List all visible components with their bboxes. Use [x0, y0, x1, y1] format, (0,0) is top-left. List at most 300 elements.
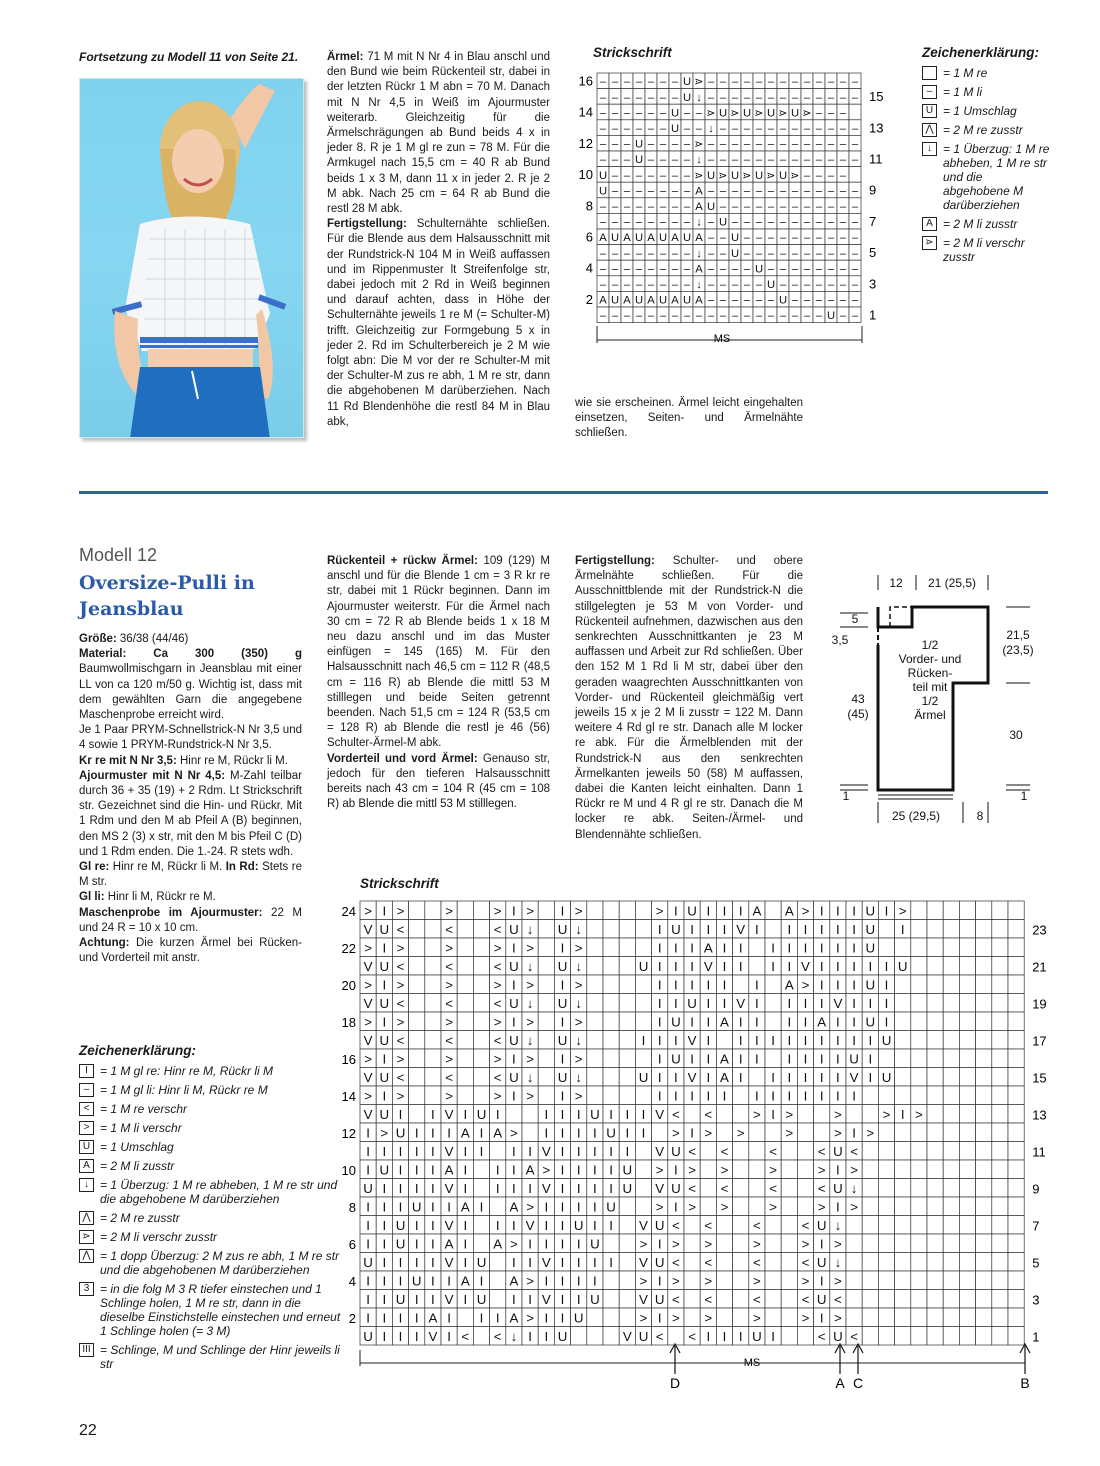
chart-symbol: > [753, 1310, 761, 1326]
chart-symbol: I [366, 1310, 370, 1326]
chart-symbol: V [428, 1328, 438, 1344]
top-legend [922, 66, 1052, 269]
chart-cell [603, 1049, 619, 1068]
chart-symbol: I [431, 1199, 435, 1215]
chart-symbol: – [719, 154, 727, 167]
chart-symbol: – [683, 278, 691, 291]
chart-symbol: < [817, 1180, 826, 1196]
chart-symbol: ⋗ [742, 169, 752, 182]
chart-symbol: U [687, 995, 697, 1011]
chart-symbol: – [755, 122, 763, 135]
chart-symbol: I [609, 1106, 613, 1122]
row-label: 21 [1032, 959, 1047, 975]
chart-cell [911, 1308, 927, 1327]
chart-cell [781, 1234, 797, 1253]
chart-cell [943, 1253, 959, 1272]
chart-symbol: < [753, 1254, 761, 1270]
chart-symbol: I [366, 1162, 370, 1178]
legend-symbol-icon: III [79, 1343, 94, 1357]
chart-symbol: I [366, 1236, 370, 1252]
chart-cell [409, 1068, 425, 1087]
chart-symbol: I [900, 1106, 905, 1122]
chart-symbol: > [493, 1014, 502, 1030]
chart-symbol: – [743, 232, 751, 245]
chart-cell [959, 938, 975, 957]
chart-cell [587, 1086, 603, 1105]
chart-cell [409, 1031, 425, 1050]
chart-symbol: I [512, 1180, 516, 1196]
chart-symbol: ↓ [526, 1032, 534, 1048]
chart-symbol: – [839, 76, 847, 89]
chart-symbol: < [688, 1328, 696, 1344]
row-label: 9 [869, 182, 877, 198]
chart-symbol: – [803, 263, 811, 276]
chart-symbol: > [817, 1162, 826, 1178]
chart-symbol: I [512, 1217, 516, 1233]
bottom-legend-item [79, 1064, 341, 1078]
chart-symbol: > [655, 1199, 664, 1215]
chart-cell [425, 1086, 441, 1105]
chart-symbol: > [445, 977, 453, 993]
legend-symbol-icon: A [922, 217, 937, 231]
chart-symbol: I [706, 995, 711, 1011]
chart-cell [927, 920, 943, 939]
row-label: 3 [869, 276, 877, 292]
chart-symbol: U [778, 169, 788, 182]
chart-symbol: I [690, 1088, 694, 1104]
chart-symbol: I [852, 1014, 856, 1030]
chart-cell [409, 1049, 425, 1068]
chart-cell [425, 957, 441, 976]
chart-symbol: A [784, 977, 794, 993]
chart-cell [927, 1271, 943, 1290]
chart-cell [781, 1253, 797, 1272]
chart-symbol: U [790, 107, 800, 120]
schematic-center-label: Vorder- und [898, 652, 962, 666]
chart-symbol: U [363, 1180, 373, 1196]
chart-cell [814, 1105, 830, 1124]
chart-symbol: I [609, 1217, 613, 1233]
chart-cell [911, 1216, 927, 1235]
legend-symbol-icon: – [922, 85, 937, 99]
chart-symbol: I [512, 1291, 516, 1307]
row-label: 8 [585, 198, 593, 214]
legend-symbol-icon: – [79, 1083, 94, 1097]
chart-symbol: – [791, 263, 799, 276]
chart-symbol: – [611, 76, 619, 89]
chart-symbol: I [382, 1088, 387, 1104]
chart-cell [716, 1031, 732, 1050]
chart-symbol: U [671, 1180, 681, 1196]
chart-symbol: I [852, 940, 856, 956]
chart-symbol: I [576, 1143, 581, 1159]
chart-cell [992, 1308, 1008, 1327]
chart-symbol: I [722, 903, 727, 919]
chart-cell [1008, 1160, 1024, 1179]
chart-symbol: I [479, 1310, 484, 1326]
chart-symbol: U [379, 958, 390, 974]
chart-symbol: – [827, 247, 835, 260]
legend-text: = 1 M re [943, 66, 988, 80]
chart-symbol: – [671, 169, 679, 182]
svg-text:3,5: 3,5 [831, 633, 849, 647]
chart-symbol: A [695, 232, 703, 245]
chart-cell [409, 975, 425, 994]
chart-symbol: I [560, 1310, 565, 1326]
chart-cell [846, 1271, 862, 1290]
chart-symbol: – [719, 278, 727, 291]
chart-symbol: I [836, 1014, 840, 1030]
chart-symbol: I [512, 903, 516, 919]
chart-symbol: > [526, 1014, 534, 1030]
chart-cell [943, 1049, 959, 1068]
chart-cell [959, 1327, 975, 1346]
chart-symbol: – [839, 107, 847, 120]
chart-symbol: – [611, 310, 619, 323]
chart-symbol: – [719, 200, 727, 213]
chart-symbol: > [445, 1088, 453, 1104]
chart-symbol: I [803, 921, 808, 937]
chart-cell [878, 938, 894, 957]
chart-symbol: > [493, 903, 502, 919]
chart-cell [781, 1327, 797, 1346]
chart-cell [619, 1049, 635, 1068]
chart-cell [959, 1086, 975, 1105]
chart-cell [522, 1123, 538, 1142]
chart-cell [911, 1234, 927, 1253]
chart-symbol: U [658, 294, 668, 307]
chart-symbol: – [815, 169, 823, 182]
chart-symbol: I [803, 1014, 808, 1030]
chart-symbol: I [771, 1328, 775, 1344]
chart-symbol: I [674, 958, 678, 974]
chart-cell [635, 1049, 651, 1068]
chart-cell [959, 1290, 975, 1309]
chart-cell [765, 1271, 781, 1290]
chart-symbol: – [767, 122, 775, 135]
chart-cell [927, 1142, 943, 1161]
chart-symbol: I [593, 1180, 597, 1196]
chart-symbol: – [731, 185, 739, 198]
chart-symbol: – [779, 185, 787, 198]
chart-symbol: A [720, 1051, 729, 1067]
chart-symbol: U [816, 1254, 827, 1270]
chart-cell [911, 1160, 927, 1179]
chart-symbol: – [743, 138, 751, 151]
chart-cell [749, 1160, 765, 1179]
chart-symbol: > [445, 1014, 453, 1030]
chart-symbol: – [659, 216, 667, 229]
chart-symbol: ↓ [696, 216, 702, 229]
chart-symbol: – [815, 294, 823, 307]
chart-symbol: – [671, 200, 679, 213]
legend-symbol-icon: ⋗ [79, 1230, 94, 1244]
chart-symbol: I [431, 1236, 435, 1252]
chart-cell [992, 1271, 1008, 1290]
section-divider [79, 491, 1048, 494]
chart-symbol: – [827, 232, 835, 245]
chart-cell [603, 1290, 619, 1309]
chart-symbol: – [599, 310, 607, 323]
chart-cell [765, 1234, 781, 1253]
chart-cell [1008, 975, 1024, 994]
chart-symbol: – [671, 76, 679, 89]
legend-symbol-icon: ⋗ [922, 236, 937, 250]
chart-cell [895, 1308, 911, 1327]
chart-cell [911, 901, 927, 920]
chart-symbol: > [445, 903, 453, 919]
chart-symbol: – [815, 91, 823, 104]
chart-symbol: – [743, 294, 751, 307]
chart-cell [781, 1142, 797, 1161]
chart-symbol: I [771, 1069, 775, 1085]
chart-symbol: – [839, 185, 847, 198]
chart-symbol: – [827, 169, 835, 182]
chart-symbol: – [803, 232, 811, 245]
legend-symbol-icon: ↓ [79, 1178, 94, 1192]
chart-symbol: I [576, 1254, 581, 1270]
chart-symbol: – [719, 91, 727, 104]
chart-symbol: A [460, 1199, 470, 1215]
chart-symbol: I [398, 1199, 403, 1215]
chart-symbol: A [509, 1199, 519, 1215]
chart-symbol: I [819, 1310, 824, 1326]
chart-symbol: < [445, 921, 453, 937]
chart-cell [619, 920, 635, 939]
row-label: 23 [1032, 922, 1047, 938]
chart-symbol: – [755, 310, 763, 323]
chart-symbol: – [791, 76, 799, 89]
top-legend-item [922, 104, 1052, 118]
row-label: 15 [1032, 1070, 1047, 1086]
chart-symbol: I [657, 1069, 662, 1085]
chart-cell [976, 1197, 992, 1216]
chart-cell [781, 1179, 797, 1198]
row-label: 11 [869, 151, 883, 167]
chart-symbol: I [560, 1291, 565, 1307]
chart-cell [506, 1105, 522, 1124]
chart-symbol: I [722, 1088, 727, 1104]
chart-symbol: I [674, 940, 678, 956]
chart-symbol: ⋗ [730, 107, 740, 120]
chart-cell [992, 1179, 1008, 1198]
chart-symbol: – [767, 91, 775, 104]
chart-symbol: – [755, 91, 763, 104]
chart-symbol: I [479, 1199, 484, 1215]
chart-cell [619, 1197, 635, 1216]
chart-symbol: U [379, 1032, 390, 1048]
chart-cell [943, 1290, 959, 1309]
chart-cell [846, 1216, 862, 1235]
chart-cell [959, 1234, 975, 1253]
chart-symbol: I [560, 940, 565, 956]
chart-cell [425, 920, 441, 939]
chart-symbol: – [755, 76, 763, 89]
chart-symbol: A [623, 294, 631, 307]
chart-cell [765, 994, 781, 1013]
chart-symbol: > [526, 977, 534, 993]
chart-symbol: > [364, 903, 372, 919]
chart-symbol: U [670, 107, 680, 120]
chart-cell [425, 975, 441, 994]
chart-symbol: – [695, 122, 703, 135]
chart-cell [473, 957, 489, 976]
chart-symbol: – [659, 263, 667, 276]
chart-symbol: I [787, 1032, 792, 1048]
chart-symbol: – [779, 200, 787, 213]
schematic-center-label: Ärmel [914, 708, 946, 722]
chart-symbol: V [736, 995, 746, 1011]
bottom-legend-item [79, 1083, 341, 1097]
chart-symbol: – [791, 310, 799, 323]
chart-symbol: – [707, 263, 715, 276]
chart-symbol: U [395, 1291, 406, 1307]
legend-text: = 2 M li verschr zusstr [100, 1230, 218, 1244]
chart-cell [878, 1216, 894, 1235]
chart-cell [959, 901, 975, 920]
chart-symbol: – [815, 247, 823, 260]
chart-symbol: – [611, 200, 619, 213]
legend-text: = 2 M li verschr zusstr [943, 236, 1025, 264]
chart-symbol: – [767, 247, 775, 260]
bottom-legend-item [79, 1159, 341, 1173]
chart-symbol: – [659, 154, 667, 167]
legend-symbol-icon: 3 [79, 1282, 94, 1296]
chart-symbol: I [382, 1217, 387, 1233]
chart-cell [603, 901, 619, 920]
chart-symbol: – [671, 91, 679, 104]
chart-symbol: V [444, 1254, 454, 1270]
chart-symbol: > [574, 1014, 583, 1030]
chart-cell [635, 1179, 651, 1198]
chart-cell [587, 901, 603, 920]
chart-symbol: I [414, 1254, 419, 1270]
svg-text:5: 5 [851, 612, 859, 626]
chart-symbol: – [803, 185, 811, 198]
chart-symbol: I [803, 1069, 808, 1085]
chart-cell [943, 957, 959, 976]
chart-symbol: – [635, 263, 643, 276]
chart-cell [765, 1216, 781, 1235]
chart-cell [895, 1290, 911, 1309]
chart-symbol: – [815, 263, 823, 276]
chart-symbol: – [647, 216, 655, 229]
chart-symbol: U [509, 921, 519, 937]
chart-cell [603, 1308, 619, 1327]
chart-symbol: U [379, 995, 390, 1011]
chart-symbol: U [742, 107, 752, 120]
chart-symbol: A [509, 1273, 519, 1289]
chart-symbol: – [707, 278, 715, 291]
chart-symbol: < [753, 1291, 761, 1307]
chart-symbol: – [659, 91, 667, 104]
chart-cell [862, 1327, 878, 1346]
chart-symbol: – [839, 122, 847, 135]
chart-symbol: U [590, 1106, 600, 1122]
chart-symbol: > [720, 1162, 729, 1178]
chart-symbol: > [688, 1199, 696, 1215]
chart-symbol: I [884, 995, 889, 1011]
chart-symbol: – [695, 310, 703, 323]
chart-cell [911, 1012, 927, 1031]
chart-symbol: I [690, 977, 694, 993]
chart-cell [749, 1142, 765, 1161]
row-label: 3 [1032, 1292, 1040, 1308]
chart-symbol: ⋗ [754, 107, 764, 120]
chart-cell [635, 1197, 651, 1216]
chart-symbol: I [512, 1014, 516, 1030]
chart-symbol: I [641, 1106, 646, 1122]
chart-cell [733, 1234, 749, 1253]
chart-cell [603, 1012, 619, 1031]
chart-cell [587, 1068, 603, 1087]
chart-symbol: – [803, 247, 811, 260]
chart-cell [457, 1049, 473, 1068]
chart-cell [862, 1105, 878, 1124]
chart-symbol: – [851, 247, 859, 260]
chart-symbol: – [635, 76, 643, 89]
chart-symbol: U [833, 1180, 843, 1196]
chart-cell [409, 957, 425, 976]
chart-cell [976, 901, 992, 920]
chart-symbol: – [731, 122, 739, 135]
chart-symbol: – [623, 107, 631, 120]
legend-text: = 1 M li [943, 85, 983, 99]
chart-symbol: ↓ [575, 1032, 583, 1048]
top-chart-title: Strickschrift [593, 45, 672, 60]
chart-symbol: I [868, 958, 873, 974]
chart-symbol: V [687, 1032, 697, 1048]
chart-cell [911, 1142, 927, 1161]
chart-symbol: I [657, 921, 662, 937]
chart-symbol: – [659, 185, 667, 198]
chart-symbol: – [659, 169, 667, 182]
chart-cell [716, 1253, 732, 1272]
top-legend-item [922, 66, 1052, 80]
chart-symbol: > [672, 1125, 680, 1141]
legend-text: = 2 M li zusstr [100, 1159, 175, 1173]
chart-symbol: U [826, 310, 836, 323]
chart-cell [976, 1271, 992, 1290]
chart-symbol: I [609, 1143, 613, 1159]
chart-symbol: U [395, 1236, 406, 1252]
chart-symbol: U [379, 1162, 390, 1178]
chart-symbol: I [884, 958, 889, 974]
chart-cell [603, 1031, 619, 1050]
chart-symbol: ⋗ [694, 76, 704, 89]
chart-cell [895, 1327, 911, 1346]
chart-cell [878, 1253, 894, 1272]
chart-symbol: – [743, 185, 751, 198]
chart-cell [1008, 1142, 1024, 1161]
chart-symbol: – [803, 216, 811, 229]
chart-symbol: I [479, 1273, 484, 1289]
chart-cell [992, 1049, 1008, 1068]
chart-symbol: – [839, 138, 847, 151]
chart-symbol: U [671, 1014, 681, 1030]
bottom-col3-text: Fertigstellung: Schulter- und obere Ärmelnähte schließen. Für die Ausschnittblende mit der Rundstrick-N die stillgelegten je 53 M von Vorder- und Rückenteil aufnehmen, dazwischen aus den senkrechten Ausschnittkanten je 23 M auffassen und Arbeit zur Rd schließen. Über den 152 M 1 Rd li M str, dabei über den geraden waagrechten Ausschnittkanten von Vorder- und Rückenteil gleichmäßig vert jeweils 15 x je 2 M li zusstr = 122 M. Dann weitere 4 Rd gl re str. Danach alle M locker re abk. Für die Ärmelblenden mit der Rundstrick-N aus den senkrechten Ärmelkanten jeweils 50 (58) M auffassen, dabei die Kanten leicht einhalten. Dann 1 Rückr re M und 4 R gl re str. Danach die M locker re abk. Seiten-/Ärmel- und Blendennähte schließen. [575, 555, 803, 841]
chart-cell [425, 901, 441, 920]
chart-cell [587, 920, 603, 939]
chart-cell [538, 1049, 554, 1068]
chart-cell [927, 1123, 943, 1142]
chart-symbol: > [882, 1106, 891, 1122]
chart-symbol: I [690, 1125, 694, 1141]
chart-symbol: A [695, 263, 703, 276]
chart-cell [1008, 1197, 1024, 1216]
chart-cell [473, 1160, 489, 1179]
chart-cell [927, 1179, 943, 1198]
